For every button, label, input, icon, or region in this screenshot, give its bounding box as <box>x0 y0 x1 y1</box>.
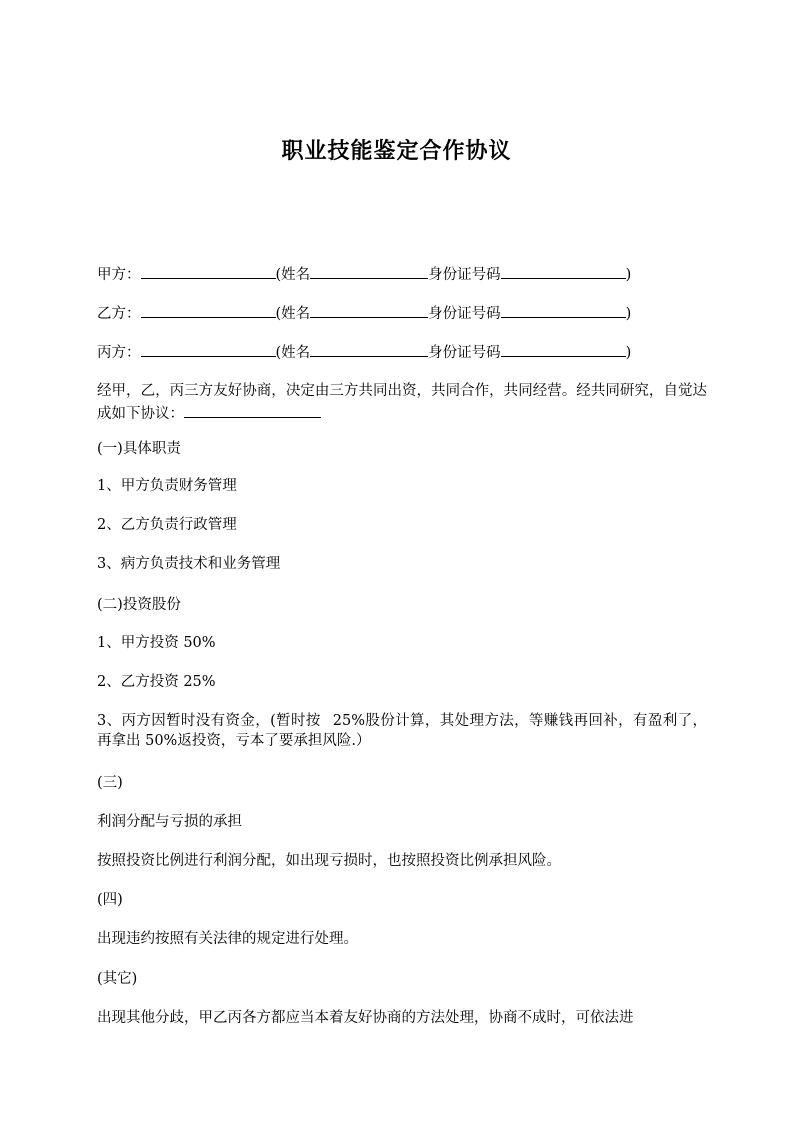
section-5-body: 出现其他分歧，甲乙丙各方都应当本着友好协商的方法处理，协商不成时，可依法进 <box>97 1010 634 1026</box>
party-a-label: 甲方： <box>97 267 141 283</box>
party-a-line <box>97 262 631 285</box>
party-b-name-blank[interactable] <box>310 301 428 318</box>
section-1-item-1: 1、甲方负责财务管理 <box>97 478 237 494</box>
section-3-heading: (三) <box>97 775 123 791</box>
party-b-label: 乙方： <box>97 306 141 322</box>
document-title: 职业技能鉴定合作协议 <box>281 139 512 164</box>
section-2-heading: (二)投资股份 <box>97 597 181 613</box>
section-1-item-2: 2、乙方负责行政管理 <box>97 517 237 533</box>
party-a-id-label: 身份证号码 <box>428 267 501 283</box>
party-b-blank[interactable] <box>141 301 276 318</box>
party-c-label: 丙方： <box>97 345 141 361</box>
section-5-heading: (其它) <box>97 971 138 987</box>
section-2-item-3 <box>97 711 707 751</box>
section-2-item-3-part-2: 25%股份计算，其处理方法，等赚钱再回补，有盈利了，再拿出 50%返投资，亏本了要承担风险.） <box>97 713 707 749</box>
party-b-close: ) <box>625 306 632 322</box>
party-a-name-blank[interactable] <box>310 262 428 279</box>
party-a-id-blank[interactable] <box>501 262 626 279</box>
section-4-body: 出现违约按照有关法律的规定进行处理。 <box>97 931 358 947</box>
section-4-heading: (四) <box>97 892 123 908</box>
section-1-item-3: 3、病方负责技术和业务管理 <box>97 556 281 572</box>
party-a-name-label: (姓名 <box>275 267 311 283</box>
section-2-item-1: 1、甲方投资 50% <box>97 635 216 651</box>
section-3-subheading: 利润分配与亏损的承担 <box>97 814 242 830</box>
party-c-close: ) <box>625 345 632 361</box>
intro-text: 经甲，乙，丙三方友好协商，决定由三方共同出资，共同合作，共同经营。经共同研究，自觉达成如下协议： <box>97 383 707 422</box>
section-2-item-2: 2、乙方投资 25% <box>97 674 216 690</box>
intro-blank[interactable] <box>184 401 321 418</box>
party-c-blank[interactable] <box>141 340 276 357</box>
section-3-body: 按照投资比例进行利润分配，如出现亏损时，也按照投资比例承担风险。 <box>97 853 561 869</box>
section-1-heading: (一)具体职责 <box>97 441 181 457</box>
party-a-close: ) <box>625 267 632 283</box>
party-b-line <box>97 301 631 324</box>
party-c-name-label: (姓名 <box>275 345 311 361</box>
party-a-blank[interactable] <box>141 262 276 279</box>
party-c-id-label: 身份证号码 <box>428 345 501 361</box>
intro-paragraph <box>97 381 707 424</box>
party-b-name-label: (姓名 <box>275 306 311 322</box>
party-c-line <box>97 340 631 363</box>
party-b-id-blank[interactable] <box>501 301 626 318</box>
section-2-item-3-part-1: 3、丙方因暂时没有资金，(暂时按 <box>97 713 321 729</box>
party-c-name-blank[interactable] <box>310 340 428 357</box>
party-b-id-label: 身份证号码 <box>428 306 501 322</box>
party-c-id-blank[interactable] <box>501 340 626 357</box>
